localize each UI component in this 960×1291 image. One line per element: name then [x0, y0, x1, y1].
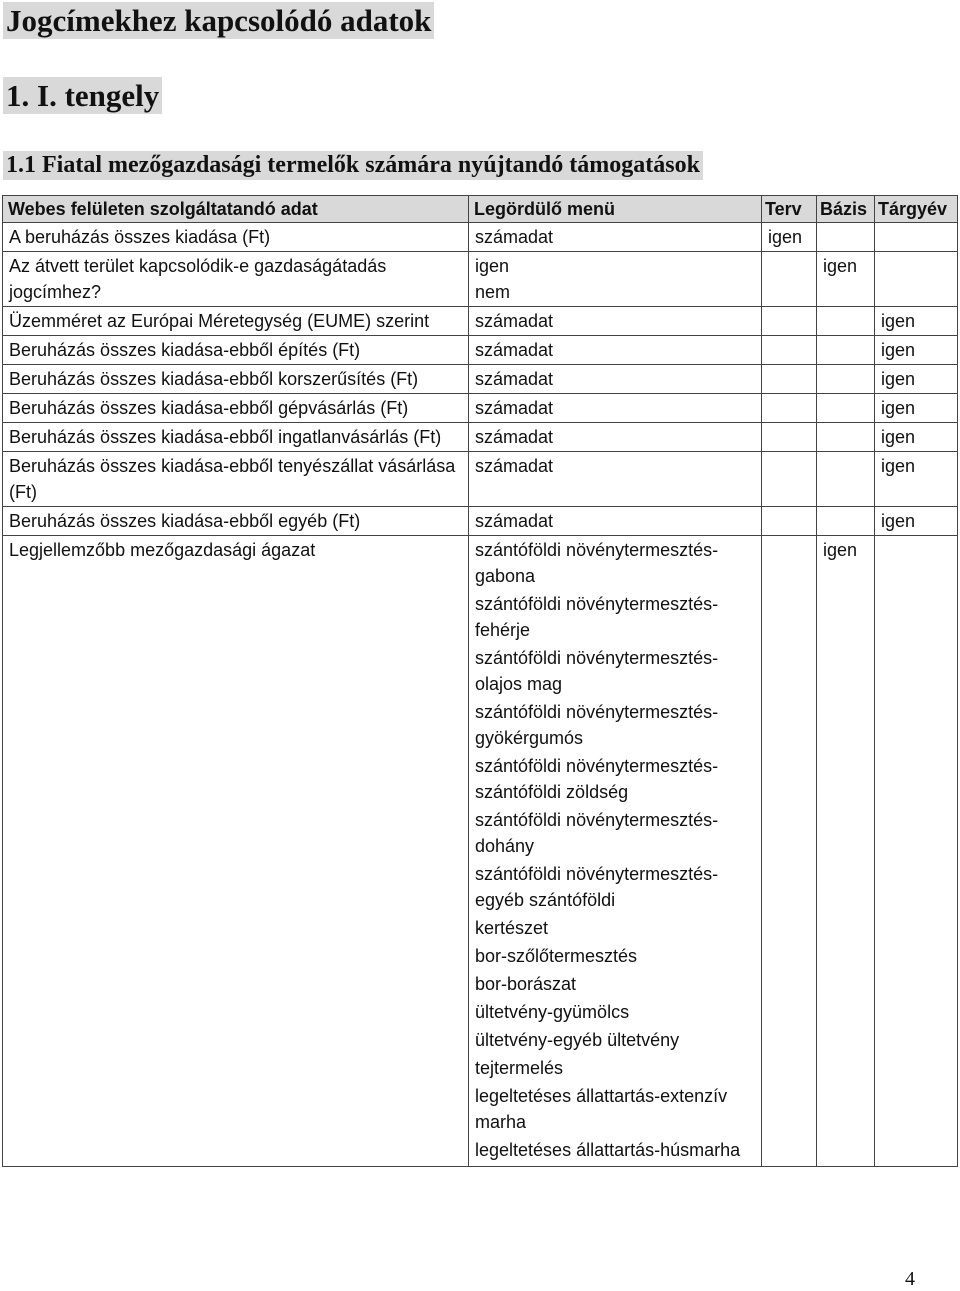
plan-value — [762, 452, 817, 507]
dropdown-value — [469, 252, 762, 307]
current-year-value: igen — [875, 336, 958, 365]
dropdown-value: számadat — [469, 423, 762, 452]
dropdown-option: szántóföldi növénytermesztés-gyökérgumós — [475, 702, 719, 748]
base-value — [817, 507, 875, 536]
sector-options-list — [469, 536, 762, 1167]
field-label: Üzemméret az Európai Méretegység (EUME) szerint — [3, 307, 469, 336]
table-row — [3, 336, 958, 365]
dropdown-option: szántóföldi növénytermesztés-egyéb szántóföldi — [475, 864, 719, 910]
current-year-value: igen — [875, 307, 958, 336]
base-value — [817, 423, 875, 452]
dropdown-option: legeltetéses állattartás-húsmarha — [475, 1140, 741, 1160]
dropdown-value: számadat — [469, 307, 762, 336]
dropdown-option: tejtermelés — [475, 1058, 564, 1078]
current-year-value: igen — [875, 452, 958, 507]
field-label: Beruházás összes kiadása-ebből ingatlanvásárlás (Ft) — [3, 423, 469, 452]
current-year-value — [875, 536, 958, 1167]
dropdown-option: nem — [475, 282, 511, 302]
table-header-row — [3, 196, 958, 223]
table-row — [3, 365, 958, 394]
table-row — [3, 394, 958, 423]
base-value: igen — [817, 252, 875, 307]
header-base: Bázis — [817, 196, 875, 223]
field-label: Az átvett terület kapcsolódik-e gazdaságátadás jogcímhez? — [3, 252, 469, 307]
section-heading: 1. I. tengely — [3, 77, 162, 114]
dropdown-option: szántóföldi növénytermesztés-dohány — [475, 810, 719, 856]
plan-value — [762, 336, 817, 365]
dropdown-option: ültetvény-egyéb ültetvény — [475, 1030, 680, 1050]
table-row — [3, 507, 958, 536]
base-value — [817, 223, 875, 252]
current-year-value: igen — [875, 507, 958, 536]
dropdown-option: ültetvény-gyümölcs — [475, 1002, 630, 1022]
current-year-value — [875, 252, 958, 307]
base-value — [817, 365, 875, 394]
dropdown-option: szántóföldi növénytermesztés-fehérje — [475, 594, 719, 640]
dropdown-value: számadat — [469, 365, 762, 394]
plan-value — [762, 423, 817, 452]
dropdown-option: igen — [475, 256, 510, 276]
dropdown-value: számadat — [469, 507, 762, 536]
field-label: A beruházás összes kiadása (Ft) — [3, 223, 469, 252]
base-value: igen — [817, 536, 875, 1167]
dropdown-option: legeltetéses állattartás-extenzív marha — [475, 1086, 728, 1132]
header-dropdown: Legördülő menü — [469, 196, 762, 223]
subsection-heading: 1.1 Fiatal mezőgazdasági termelők számára nyújtandó támogatások — [3, 151, 703, 180]
field-label: Legjellemzőbb mezőgazdasági ágazat — [3, 536, 469, 1167]
plan-value — [762, 307, 817, 336]
table-row — [3, 223, 958, 252]
page-number: 4 — [905, 1268, 915, 1290]
base-value — [817, 336, 875, 365]
plan-value: igen — [762, 223, 817, 252]
field-label: Beruházás összes kiadása-ebből tenyészállat vásárlása (Ft) — [3, 452, 469, 507]
base-value — [817, 307, 875, 336]
dropdown-option: szántóföldi növénytermesztés-szántóföldi zöldség — [475, 756, 719, 802]
plan-value — [762, 394, 817, 423]
table-row — [3, 452, 958, 507]
plan-value — [762, 536, 817, 1167]
header-current-year: Tárgyév — [875, 196, 958, 223]
dropdown-value: számadat — [469, 336, 762, 365]
header-field: Webes felületen szolgáltatandó adat — [3, 196, 469, 223]
dropdown-option: szántóföldi növénytermesztés-olajos mag — [475, 648, 719, 694]
field-label: Beruházás összes kiadása-ebből egyéb (Ft) — [3, 507, 469, 536]
dropdown-value: számadat — [469, 452, 762, 507]
current-year-value: igen — [875, 423, 958, 452]
data-fields-table — [2, 195, 958, 1167]
dropdown-option: bor-borászat — [475, 974, 577, 994]
header-plan: Terv — [762, 196, 817, 223]
dropdown-option: kertészet — [475, 918, 549, 938]
current-year-value: igen — [875, 365, 958, 394]
dropdown-value: számadat — [469, 223, 762, 252]
field-label: Beruházás összes kiadása-ebből építés (Ft) — [3, 336, 469, 365]
dropdown-option: bor-szőlőtermesztés — [475, 946, 638, 966]
current-year-value: igen — [875, 394, 958, 423]
page-title: Jogcímekhez kapcsolódó adatok — [3, 2, 434, 39]
dropdown-option: szántóföldi növénytermesztés-gabona — [475, 540, 719, 586]
plan-value — [762, 252, 817, 307]
current-year-value — [875, 223, 958, 252]
table-row-sector — [3, 536, 958, 1167]
dropdown-value: számadat — [469, 394, 762, 423]
plan-value — [762, 507, 817, 536]
base-value — [817, 452, 875, 507]
plan-value — [762, 365, 817, 394]
field-label: Beruházás összes kiadása-ebből gépvásárlás (Ft) — [3, 394, 469, 423]
table-row — [3, 252, 958, 307]
base-value — [817, 394, 875, 423]
table-row — [3, 423, 958, 452]
field-label: Beruházás összes kiadása-ebből korszerűsítés (Ft) — [3, 365, 469, 394]
table-row — [3, 307, 958, 336]
